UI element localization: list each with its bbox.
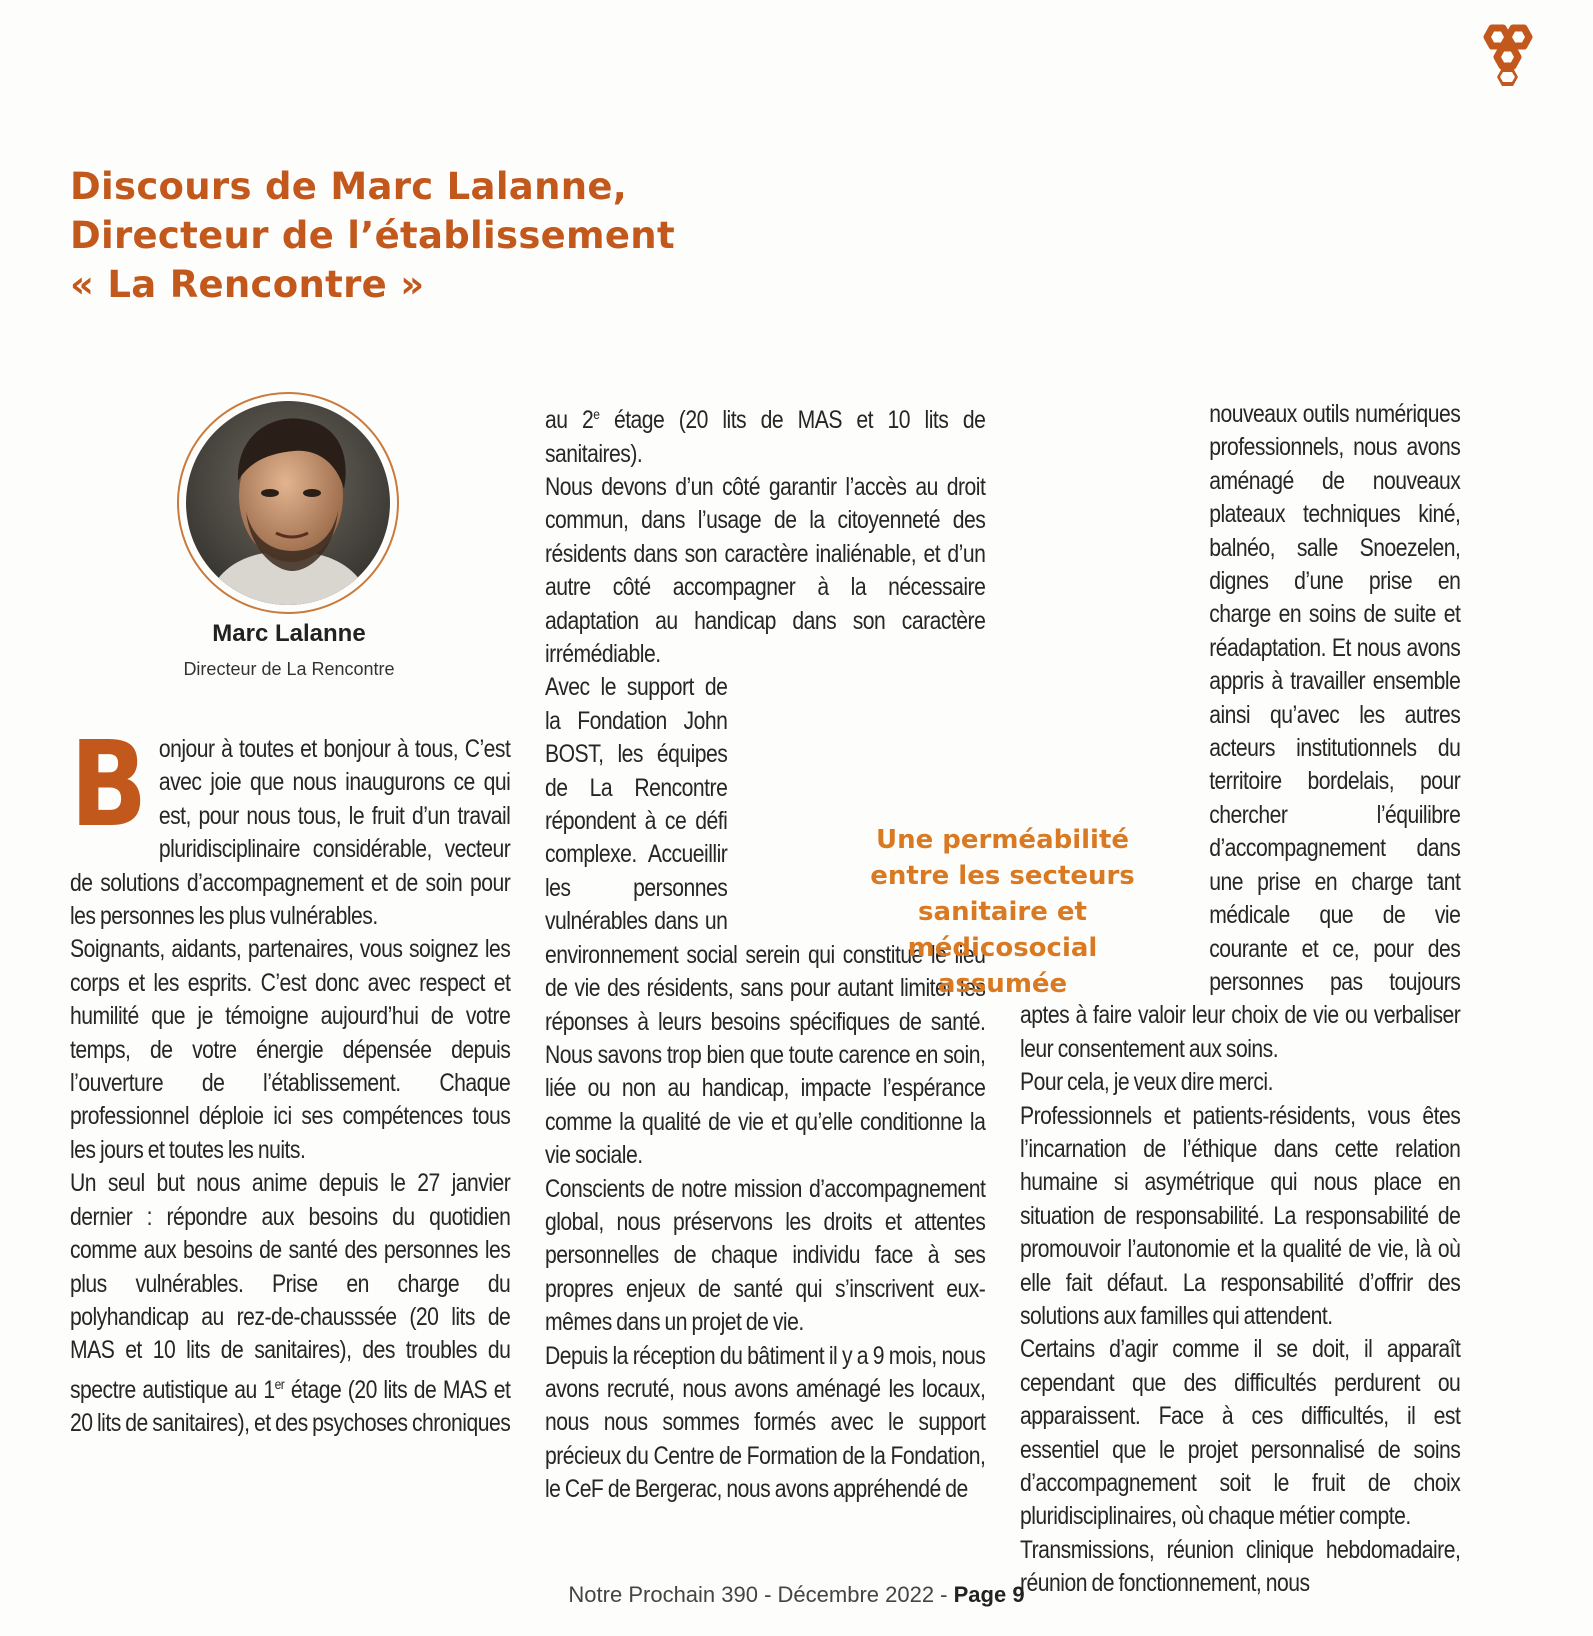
honeycomb-icon — [1472, 22, 1544, 94]
article-title — [70, 162, 675, 309]
page-footer — [0, 1582, 1593, 1608]
paragraph: Depuis la réception du bâtiment il y a 9 mois, nous avons recruté, nous avons aménagé les locaux, nous nous sommes formés avec le support précieux du Centre de Formation de la Fondation, le CeF de Bergerac, nous avons appréhendé de — [545, 1342, 986, 1504]
pull-quote-line: Une perméabilité — [875, 825, 1130, 855]
ordinal-suffix: er — [274, 1375, 285, 1392]
paragraph — [1020, 398, 1460, 1066]
paragraph-text: étage (20 lits de MAS et 20 lits de sanitaires), et des psychoses chroniques — [70, 1376, 511, 1438]
pull-quote-line: sanitaire et médicosocial — [907, 897, 1098, 963]
article-column-1 — [70, 715, 511, 1441]
pullquote-spacer — [1020, 798, 1209, 996]
title-line-3: « La Rencontre » — [70, 263, 425, 306]
paragraph: Nous devons d’un côté garantir l’accès au droit commun, dans l’usage de la citoyenneté des résidents dans son caractère inaliénable, et d’un autre côté accompagner à la nécessaire adaptation au handicap dans son caractère irrémédiable. — [545, 474, 986, 669]
title-line-2: Directeur de l’établissement — [70, 214, 675, 257]
paragraph — [70, 1167, 510, 1440]
pull-quote-line: entre les secteurs — [870, 861, 1135, 891]
paragraph-text: étage (20 lits de MAS et 10 lits de sanitaires). — [545, 407, 986, 468]
paragraph-text: au 2 — [545, 407, 594, 435]
page-number: Page 9 — [953, 1582, 1025, 1607]
paragraph-text: nouveaux outils numériques professionnels, nous avons aménagé de nouveaux plateaux techniques kiné, balnéo, salle Snoezelen, dignes d’une prise en charge en soins de suite et réadaptation. Et nous avons appris à travailler ensemble ainsi qu’avec les autres acteurs institutionnels du territoire bordelais, pour chercher l’équilibre d’accompagnement dans une prise en charge tant médicale que de vie courante et ce, pour des personnes pas toujours aptes à faire valoir leur choix de vie ou verbaliser leur consentement aux soins. — [1020, 401, 1461, 1063]
paragraph-text: onjour à toutes et bonjour à tous, C’est avec joie que nous inaugurons ce qui est, pour nous tous, le fruit d’un travail pluridisciplinaire considérable, vecteur de solutions d’accompagnement et de soin pour les personnes les plus vulnérables. — [70, 736, 511, 931]
drop-cap: B — [70, 715, 147, 853]
paragraph: Transmissions, réunion clinique hebdomadaire, réunion de fonctionnement, nous — [1020, 1536, 1461, 1598]
article-column-3 — [1020, 398, 1460, 1601]
paragraph — [70, 715, 511, 933]
pull-quote-line: assumée — [937, 969, 1068, 999]
paragraph: Pour cela, je veux dire merci. — [1020, 1069, 1273, 1097]
paragraph: Professionnels et patients-résidents, vous êtes l’incarnation de l’éthique dans cette relation humaine si asymétrique qui nous place en situation de responsabilité. La responsabilité de promouvoir l’autonomie et la qualité de vie, là où elle fait défaut. La responsabilité d’offrir des solutions aux familles qui attendent. — [1020, 1102, 1461, 1330]
paragraph-text: Un seul but nous anime depuis le 27 janvier dernier : répondre aux besoins du quotidien comme aux besoins de santé des personnes les plus vulnérables. Prise en charge du polyhandicap au rez-de-chausssée (20 lits de MAS et 10 lits de sanitaires), des troubles du spectre autistique au 1 — [70, 1170, 511, 1404]
portrait-frame — [177, 392, 399, 614]
title-line-1: Discours de Marc Lalanne, — [70, 165, 628, 208]
person-name: Marc Lalanne — [212, 620, 366, 647]
footer-publication: Notre Prochain 390 - Décembre 2022 - — [568, 1582, 954, 1607]
portrait-photo — [186, 401, 390, 605]
paragraph — [545, 398, 985, 471]
paragraph: Conscients de notre mission d’accompagnement global, nous préservons les droits et attentes personnelles de chaque individu face à ses propres enjeux de santé qui s’inscrivent eux-mêmes dans un projet de vie. — [545, 1175, 986, 1337]
paragraph: Certains d’agir comme il se doit, il apparaît cependant que des difficultés perdurent ou apparaissent. Face à ces difficultés, il est essentiel que le projet personnalisé de soins d’accompagnement soit le fruit de choix pluridisciplinaires, où chaque métier compte. — [1020, 1336, 1461, 1531]
person-role: Directeur de La Rencontre — [183, 659, 395, 679]
ordinal-suffix: e — [593, 406, 600, 422]
paragraph: Soignants, aidants, partenaires, vous soignez les corps et les esprits. C’est donc avec respect et humilité que je témoigne aujourd’hui de votre temps, de votre énergie dépensée depuis l’ouverture de l’établissement. Chaque professionnel déploie ici ses compétences tous les jours et toutes les nuits. — [70, 936, 511, 1164]
paragraph-text: Avec le support de la Fondation John BOST, les équipes de La Rencontre répondent à ce défi complexe. Accueillir les personnes vulnérables dans un environnement social serein qui constitue le lieu de vie des résidents, sans pour autant limiter les réponses à leurs besoins spécifiques de santé. Nous savons trop bien que toute carence en soin, liée ou non au handicap, impacte l’espérance comme la qualité de vie et qu’elle conditionne la vie sociale. — [545, 674, 986, 1170]
